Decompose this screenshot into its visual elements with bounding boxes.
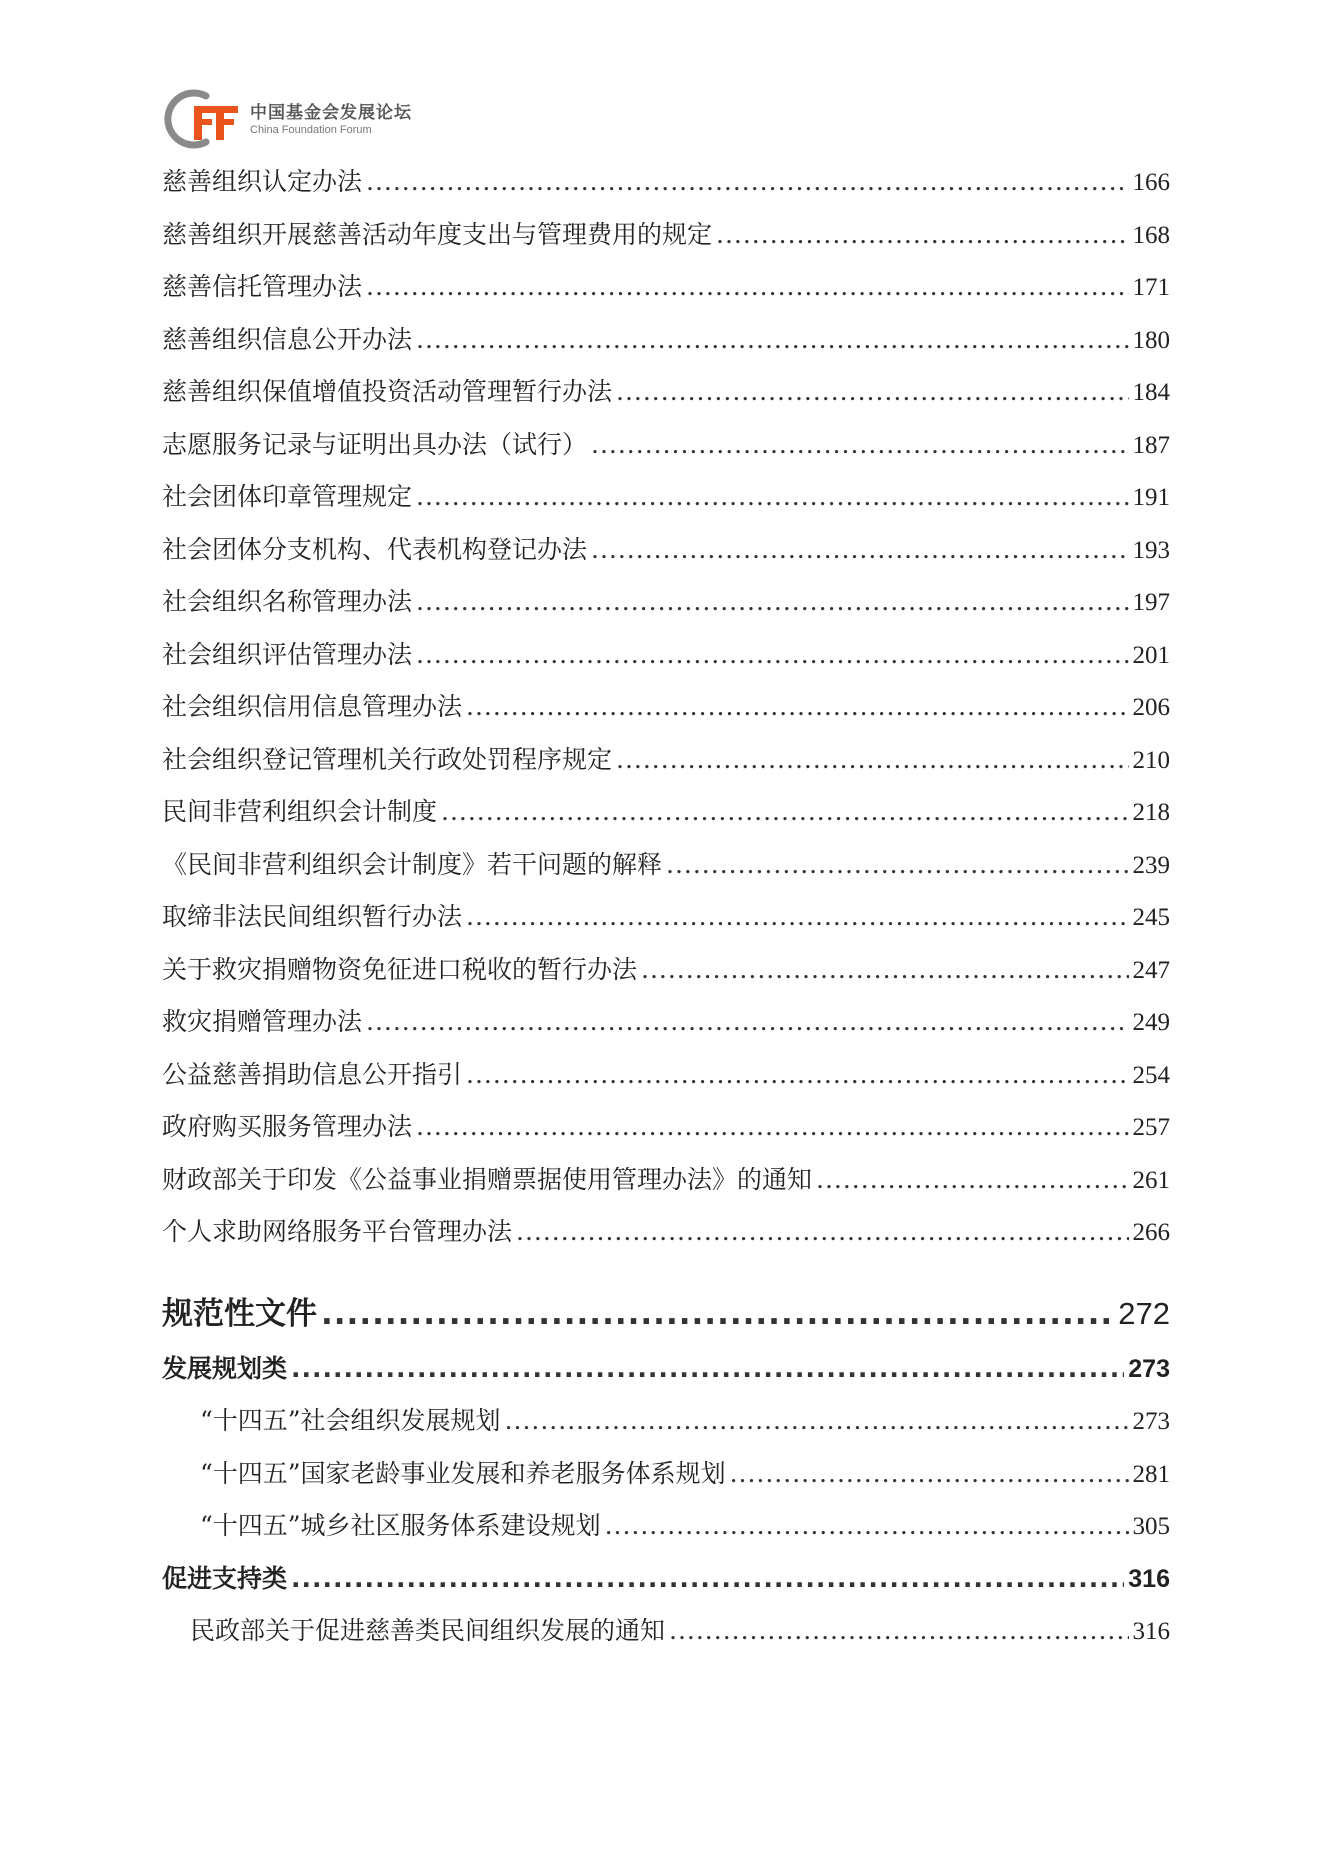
toc-entry-page: 281: [1132, 1460, 1170, 1488]
toc-entry-title: “十四五”社会组织发展规划: [200, 1406, 501, 1435]
toc-entry[interactable]: [162, 1101, 1170, 1154]
china-foundation-forum-logo-icon: [162, 88, 244, 150]
dot-leader: [591, 524, 1128, 577]
toc-entry[interactable]: [162, 1500, 1170, 1553]
toc-entry[interactable]: [162, 629, 1170, 682]
toc-entry[interactable]: [162, 471, 1170, 524]
toc-entry-page: 273: [1132, 1408, 1170, 1435]
toc-entry-page: 247: [1132, 956, 1170, 984]
group-title: 促进支持类: [162, 1563, 288, 1593]
toc-entry-title: 民政部关于促进慈善类民间组织发展的通知: [190, 1616, 666, 1645]
dot-leader: [441, 786, 1128, 839]
dot-leader: [416, 1101, 1128, 1154]
toc-entry[interactable]: [162, 1206, 1170, 1259]
toc-entry[interactable]: [162, 1605, 1170, 1658]
toc-entry-page: 245: [1132, 904, 1170, 931]
toc-entry[interactable]: [162, 156, 1170, 209]
toc-entry[interactable]: [162, 261, 1170, 314]
toc-entry-page: 168: [1132, 221, 1170, 249]
toc-entry-title: 社会组织名称管理办法: [162, 587, 413, 616]
dot-leader: [616, 366, 1128, 419]
toc-entry[interactable]: [162, 839, 1170, 892]
toc-entry-title: 慈善组织保值增值投资活动管理暂行办法: [162, 377, 613, 406]
dot-leader: [466, 1049, 1128, 1102]
toc-group-heading[interactable]: [162, 1343, 1170, 1396]
toc-entry[interactable]: [162, 419, 1170, 472]
toc-entry-title: 救灾捐赠管理办法: [162, 1007, 363, 1036]
toc-entry-title: 社会团体分支机构、代表机构登记办法: [162, 534, 588, 564]
toc-entry-title: 政府购买服务管理办法: [162, 1112, 413, 1141]
toc-section-heading[interactable]: [162, 1285, 1170, 1343]
toc-entry-title: 慈善信托管理办法: [162, 272, 363, 301]
toc-entry-page: 316: [1132, 1618, 1170, 1645]
toc-entry-title: “十四五”国家老龄事业发展和养老服务体系规划: [200, 1458, 726, 1488]
dot-leader: [291, 1343, 1124, 1396]
dot-leader: [291, 1553, 1124, 1606]
toc-entry-page: 184: [1132, 379, 1170, 406]
group-page: 316: [1128, 1564, 1170, 1593]
dot-leader: [616, 734, 1128, 787]
toc-entry-title: 关于救灾捐赠物资免征进口税收的暂行办法: [162, 954, 638, 984]
toc-entry-title: 慈善组织认定办法: [162, 167, 363, 196]
toc-entry[interactable]: [162, 944, 1170, 997]
toc-entry[interactable]: [162, 524, 1170, 577]
toc-entry-page: 239: [1132, 851, 1170, 879]
toc-entry[interactable]: [162, 1395, 1170, 1448]
toc-entry-page: 218: [1132, 799, 1170, 826]
dot-leader: [466, 681, 1128, 734]
toc-entry[interactable]: [162, 576, 1170, 629]
toc-entry-page: 166: [1132, 169, 1170, 196]
dot-leader: [321, 1285, 1114, 1343]
group-page: 273: [1128, 1354, 1170, 1383]
toc-entry[interactable]: [162, 314, 1170, 367]
dot-leader: [505, 1395, 1129, 1448]
toc-entry-title: “十四五”城乡社区服务体系建设规划: [200, 1511, 601, 1540]
toc-entry-title: 《民间非营利组织会计制度》若干问题的解释: [162, 849, 663, 879]
toc-entry-page: 171: [1132, 274, 1170, 301]
toc-entry-title: 社会组织信用信息管理办法: [162, 692, 463, 721]
toc-entry-page: 201: [1132, 641, 1170, 669]
toc-entry-page: 180: [1132, 326, 1170, 354]
dot-leader: [366, 261, 1128, 314]
logo-english-name: China Foundation Forum: [250, 124, 372, 136]
toc-entry-page: 187: [1132, 431, 1170, 459]
dot-leader: [416, 471, 1128, 524]
toc-entry-title: 取缔非法民间组织暂行办法: [162, 902, 463, 931]
toc-entry-title: 社会团体印章管理规定: [162, 482, 413, 511]
toc-entry-title: 民间非营利组织会计制度: [162, 797, 438, 826]
logo: [162, 88, 442, 150]
toc-entry[interactable]: [162, 996, 1170, 1049]
toc-entry-page: 193: [1132, 536, 1170, 564]
toc-entry[interactable]: [162, 1448, 1170, 1501]
dot-leader: [605, 1500, 1129, 1553]
toc-entry-title: 公益慈善捐助信息公开指引: [162, 1059, 463, 1089]
dot-leader: [416, 576, 1128, 629]
dot-leader: [416, 314, 1128, 367]
toc-entry[interactable]: [162, 209, 1170, 262]
toc-entry-page: 266: [1132, 1219, 1170, 1246]
section-gap: [162, 1259, 1170, 1285]
toc-entry-page: 254: [1132, 1061, 1170, 1089]
toc-entry-title: 社会组织评估管理办法: [162, 639, 413, 669]
toc-entry[interactable]: [162, 734, 1170, 787]
toc-entry-page: 305: [1132, 1513, 1170, 1540]
dot-leader: [466, 891, 1128, 944]
toc-entry-page: 191: [1132, 484, 1170, 511]
dot-leader: [716, 209, 1128, 262]
toc-entry-title: 慈善组织开展慈善活动年度支出与管理费用的规定: [162, 219, 713, 249]
dot-leader: [816, 1154, 1128, 1207]
toc-entry-page: 249: [1132, 1009, 1170, 1036]
dot-leader: [669, 1605, 1128, 1658]
toc-entry-page: 206: [1132, 694, 1170, 721]
dot-leader: [730, 1448, 1129, 1501]
toc-entry-page: 210: [1132, 746, 1170, 774]
toc-entry-page: 257: [1132, 1114, 1170, 1141]
section-page: 272: [1118, 1295, 1170, 1331]
toc-entry[interactable]: [162, 891, 1170, 944]
toc-entry-page: 261: [1132, 1166, 1170, 1194]
toc-entry[interactable]: [162, 1049, 1170, 1102]
toc-entry-title: 个人求助网络服务平台管理办法: [162, 1217, 513, 1246]
toc-entry[interactable]: [162, 1154, 1170, 1207]
dot-leader: [366, 996, 1128, 1049]
toc-entry[interactable]: [162, 366, 1170, 419]
toc-entry-title: 志愿服务记录与证明出具办法（试行）: [162, 429, 588, 459]
toc-entry-title: 社会组织登记管理机关行政处罚程序规定: [162, 744, 613, 774]
toc-entry[interactable]: [162, 786, 1170, 839]
toc-entry-title: 慈善组织信息公开办法: [162, 324, 413, 354]
group-title: 发展规划类: [162, 1353, 288, 1383]
dot-leader: [641, 944, 1128, 997]
table-of-contents: [162, 156, 1170, 1658]
toc-entry[interactable]: [162, 681, 1170, 734]
toc-group-heading[interactable]: [162, 1553, 1170, 1606]
section-title: 规范性文件: [162, 1295, 317, 1332]
toc-entry-title: 财政部关于印发《公益事业捐赠票据使用管理办法》的通知: [162, 1164, 813, 1194]
dot-leader: [366, 156, 1128, 209]
dot-leader: [591, 419, 1128, 472]
toc-entry-page: 197: [1132, 589, 1170, 616]
logo-chinese-name: 中国基金会发展论坛: [250, 103, 412, 123]
dot-leader: [416, 629, 1128, 682]
dot-leader: [516, 1206, 1128, 1259]
dot-leader: [666, 839, 1128, 892]
